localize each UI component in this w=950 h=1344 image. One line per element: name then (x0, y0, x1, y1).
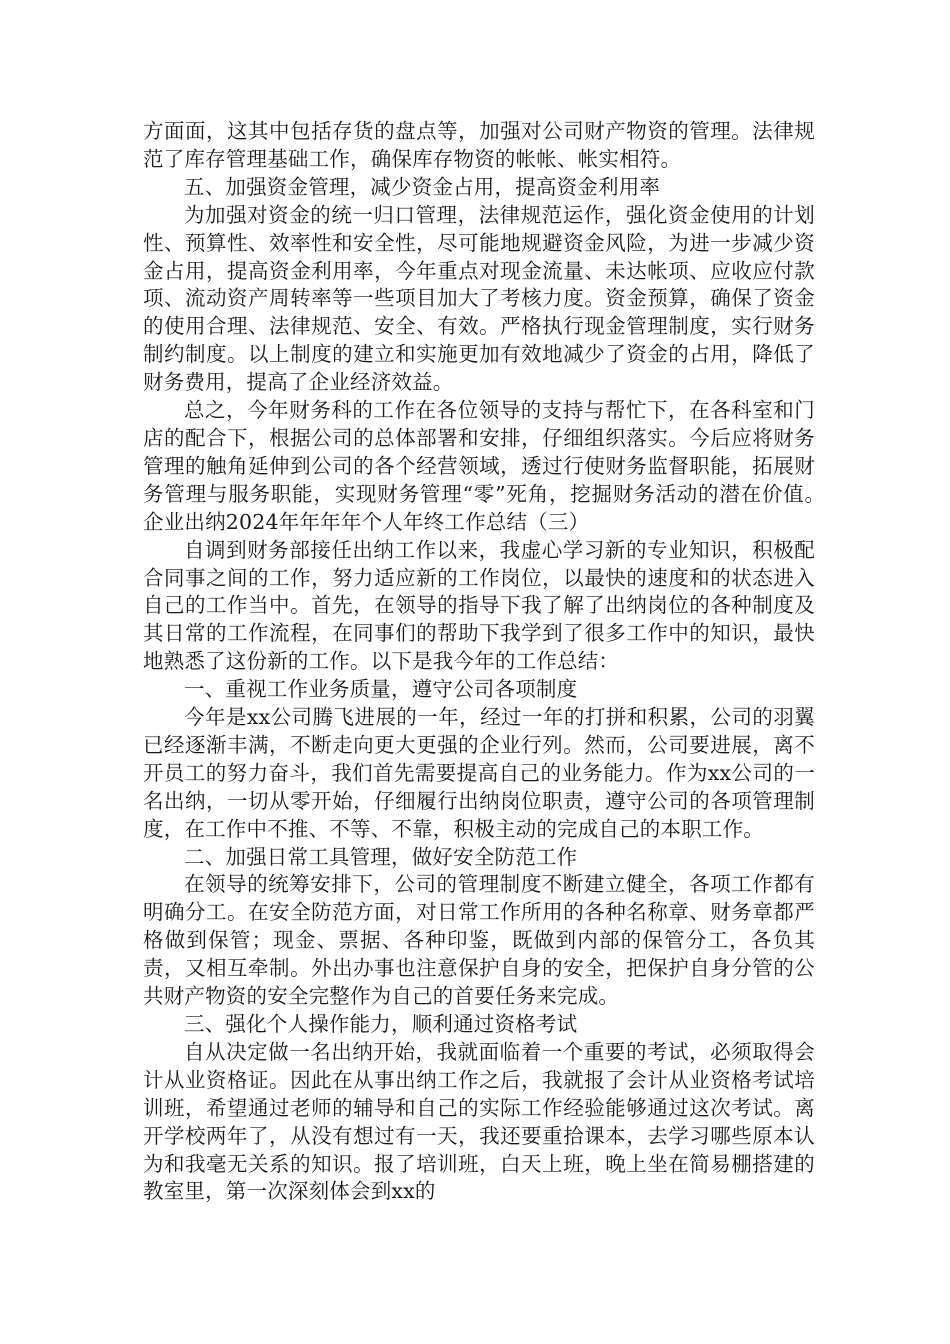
paragraph-continuation: 方面面，这其中包括存货的盘点等，加强对公司财产物资的管理。法律规范了库存管理基础工作，确保库存物资的帐帐、帐实相符。 (143, 119, 815, 171)
section-heading-5: 五、加强资金管理，减少资金占用，提高资金利用率 (184, 174, 661, 199)
paragraph-safety: 在领导的统筹安排下，公司的管理制度不断建立健全，各项工作都有明确分工。在安全防范方面，对日常工作所用的各种名称章、财务章都严格做到保管；现金、票据、各种印鉴，既做到内部的保管分工，各负其责，又相互牵制。外出办事也注意保护自身的安全，把保护自身分管的公共财产物资的安全完整作为自己的首要任务来完成。 (143, 872, 815, 1009)
paragraph-work-quality: 今年是xx公司腾飞进展的一年，经过一年的打拼和积累，公司的羽翼已经逐渐丰满，不断走向更大更强的企业行列。然而，公司要进展，离不开员工的努力奋斗，我们首先需要提高自己的业务能力。作为xx公司的一名出纳，一切从零开始，仔细履行出纳岗位职责，遵守公司的各项管理制度，在工作中不推、不等、不靠，积极主动的完成自己的本职工作。 (143, 705, 815, 841)
section-heading-2: 二、加强日常工具管理，做好安全防范工作 (184, 844, 578, 869)
section-heading-1: 一、重视工作业务质量，遵守公司各项制度 (184, 677, 578, 702)
paragraph-conclusion: 总之，今年财务科的工作在各位领导的支持与帮忙下，在各科室和门店的配合下，根据公司的总体部署和安排，仔细组织落实。今后应将财务管理的触角延伸到公司的各个经营领域，透过行使财务监督职能，拓展财务管理与服务职能，实现财务管理“零”死角，挖掘财务活动的潜在价值。 企业出纳2024年年年年个人年终工作总结（三） (143, 398, 857, 534)
section-heading-3: 三、强化个人操作能力，顺利通过资格考试 (184, 1012, 578, 1036)
document-body (143, 118, 857, 1206)
paragraph-intro: 自调到财务部接任出纳工作以来，我虚心学习新的专业知识，积极配合同事之间的工作，努力适应新的工作岗位，以最快的速度和的状态进入自己的工作当中。首先，在领导的指导下我了解了出纳岗位的各种制度及其日常的工作流程，在同事们的帮助下我学到了很多工作中的知识，最快地熟悉了这份新的工作。以下是我今年的工作总结： (143, 537, 815, 674)
paragraph-fund-management: 为加强对资金的统一归口管理，法律规范运作，强化资金使用的计划性、预算性、效率性和安全性，尽可能地规避资金风险，为进一步减少资金占用，提高资金利用率，今年重点对现金流量、未达帐项、应收应付款项、流动资产周转率等一些项目加大了考核力度。资金预算，确保了资金的使用合理、法律规范、安全、有效。严格执行现金管理制度，实行财务制约制度。以上制度的建立和实施更加有效地减少了资金的占用，降低了财务费用，提高了企业经济效益。 (143, 202, 815, 395)
paragraph-exam: 自从决定做一名出纳开始，我就面临着一个重要的考试，必须取得会计从业资格证。因此在从事出纳工作之后，我就报了会计从业资格考试培训班，希望通过老师的辅导和自己的实际工作经验能够通过这次考试。离开学校两年了，从没有想过有一天，我还要重拾课本，去学习哪些原本认为和我毫无关系的知识。报了培训班，白天上班，晚上坐在简易棚搭建的教室里，第一次深刻体会到xx的 (143, 1039, 815, 1204)
